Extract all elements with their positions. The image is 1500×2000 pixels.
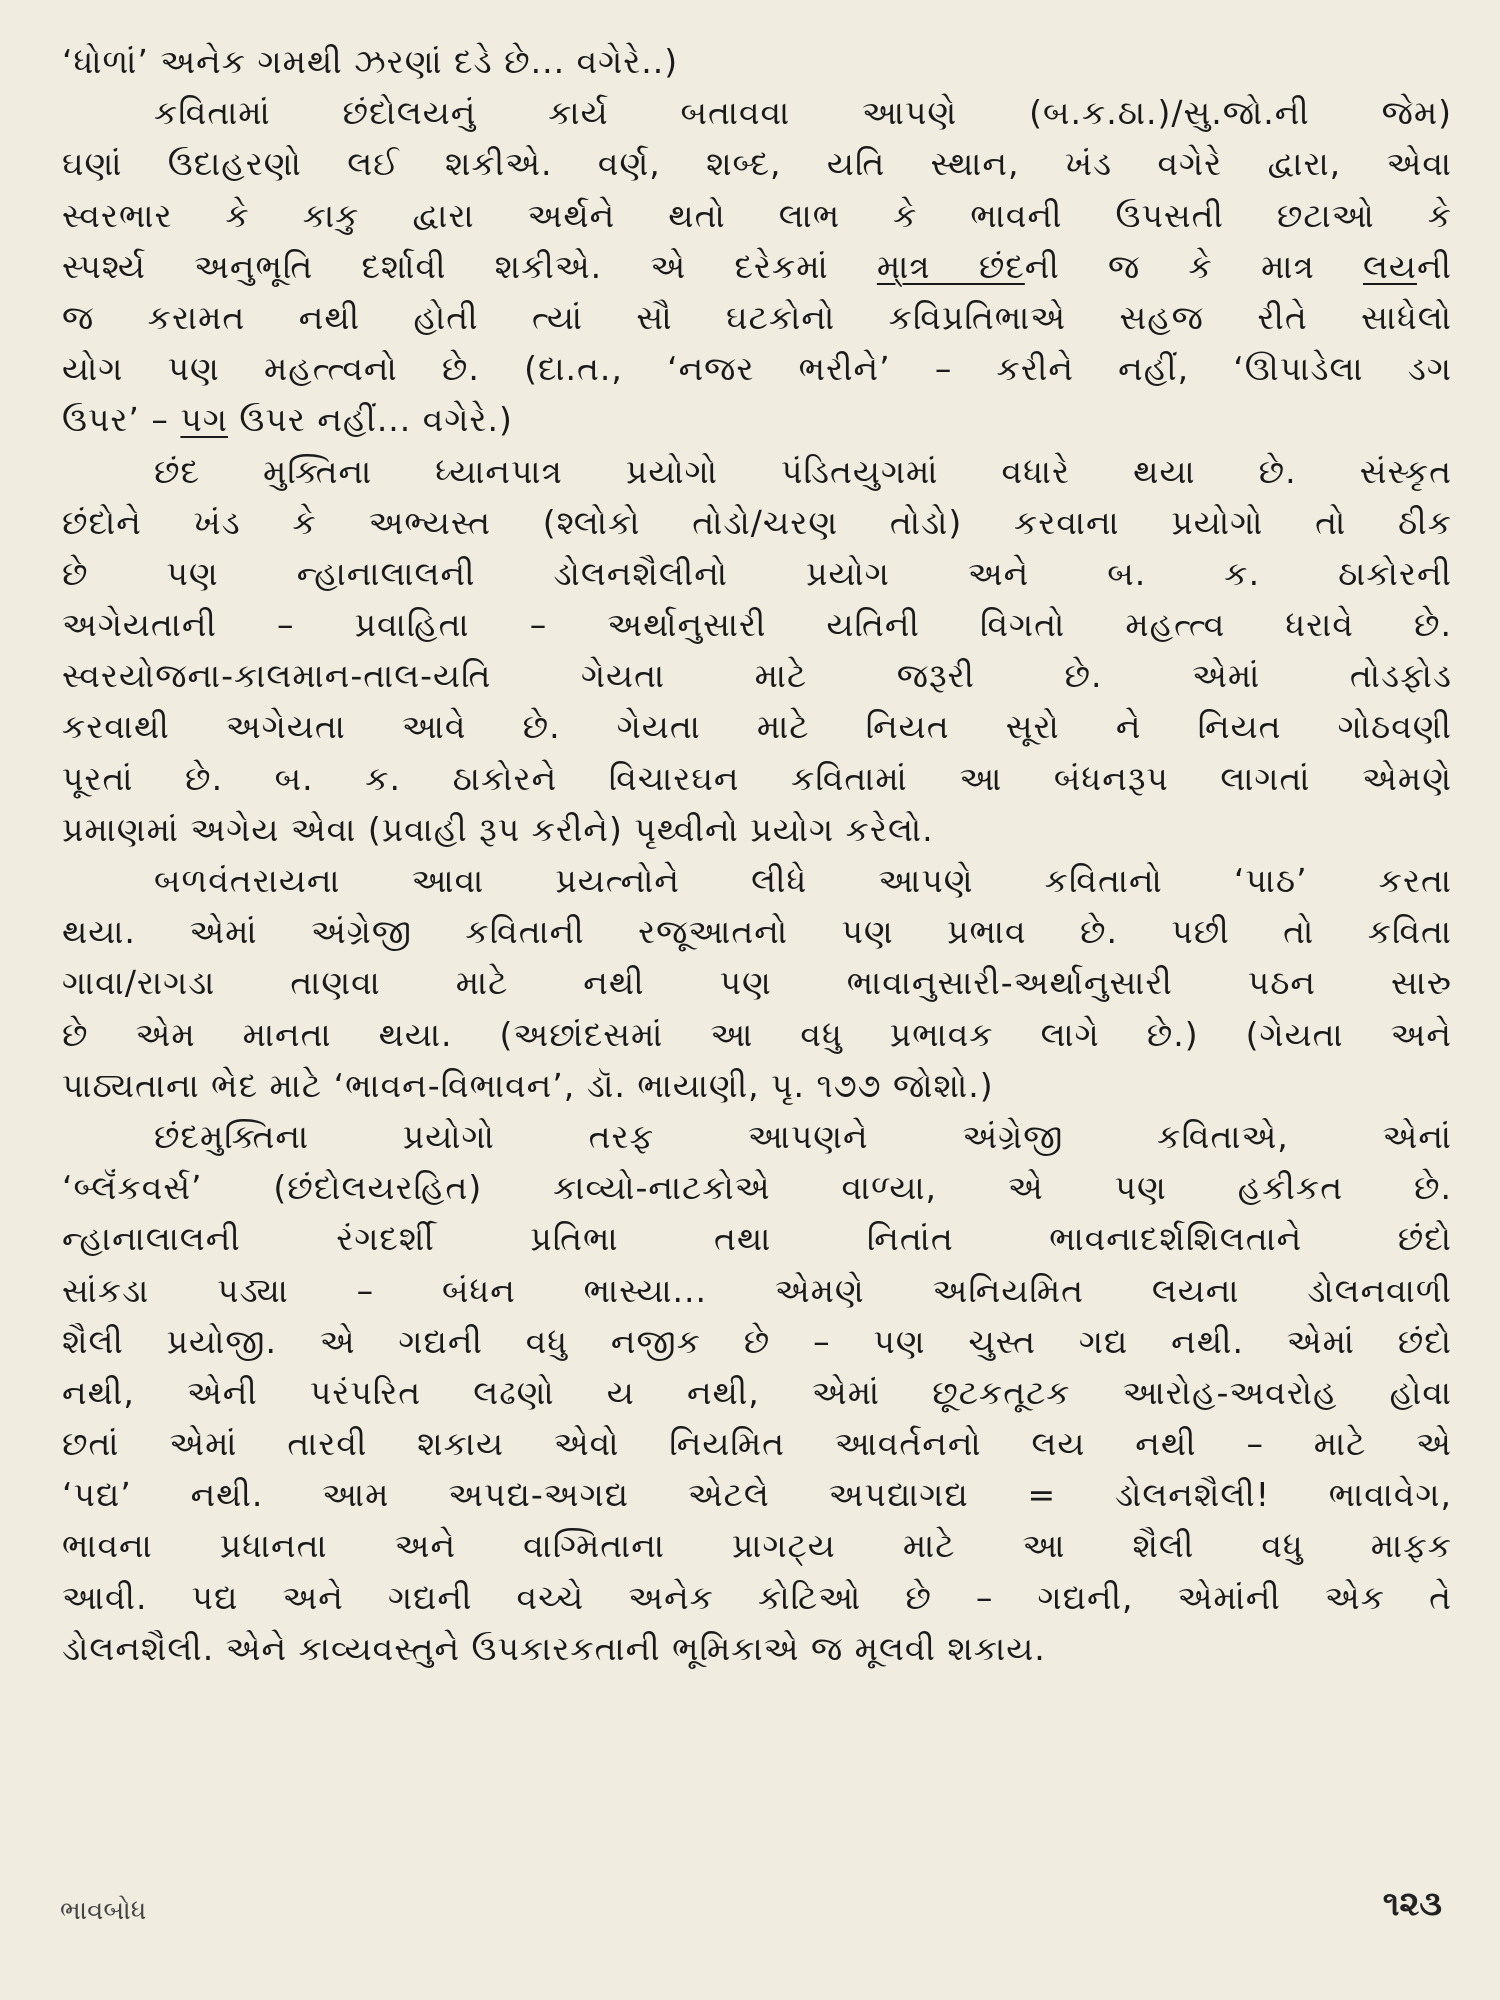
footer-source: ભાવબોધ — [60, 1896, 147, 1926]
text-fragment: ઉપર નહીં... વગેરે.) — [227, 400, 513, 440]
text-line: છે પણ ન્હાનાલાલની ડોલનશૈલીનો પ્રયોગ અને બ. ક. ઠાકોરની — [62, 553, 1452, 593]
text-fragment: ની — [1416, 246, 1452, 286]
text-line: ‘બ્લૅંકવર્સ’ (છંદોલયરહિત) કાવ્યો-નાટકોએ વાળ્યા, એ પણ હકીકત છે. — [62, 1168, 1452, 1208]
page-number: ૧૨૩ — [1382, 1884, 1442, 1924]
text-fragment: સ્પર્શ્ય અનુભૂતિ દર્શાવી શકીએ. એ દરેકમાં — [62, 246, 877, 286]
text-line: છંદ મુક્તિના ધ્યાનપાત્ર પ્રયોગો પંડિતયુગમાં વધારે થયા છે. સંસ્કૃત — [154, 451, 1452, 491]
text-line: નથી, એની પરંપરિત લઢણો ય નથી, એમાં છૂટકતૂટક આરોહ-અવરોહ હોવા — [62, 1372, 1452, 1412]
text-line: કરવાથી અગેયતા આવે છે. ગેયતા માટે નિયત સૂરો ને નિયત ગોઠવણી — [62, 707, 1452, 747]
text-line: સાંકડા પડ્યા – બંધન ભાસ્યા... એમણે અનિયમિત લયના ડોલનવાળી — [62, 1270, 1452, 1310]
text-line: બળવંતરાયના આવા પ્રયત્નોને લીધે આપણે કવિતાનો ‘પાઠ’ કરતા — [154, 861, 1452, 900]
text-line: અગેયતાની – પ્રવાહિતા – અર્થાનુસારી યતિની વિગતો મહત્ત્વ ધરાવે છે. — [62, 605, 1452, 645]
text-line: છંદમુક્તિના પ્રયોગો તરફ આપણને અંગ્રેજી કવિતાએ, એનાં — [154, 1116, 1452, 1156]
text-line: શૈલી પ્રયોજી. એ ગદ્યની વધુ નજીક છે – પણ ચુસ્ત ગદ્ય નથી. એમાં છંદો — [62, 1321, 1452, 1361]
text-line: પાઠ્યતાના ભેદ માટે ‘ભાવન-વિભાવન’, ડૉ. ભાયાણી, પૃ. ૧૭૭ જોશો.) — [62, 1065, 994, 1105]
underlined-phrase: મા્ત્ર છંદ — [876, 246, 1025, 286]
text-line — [62, 394, 1452, 445]
text-line: થયા. એમાં અંગ્રેજી કવિતાની રજૂઆતનો પણ પ્રભાવ છે. પછી તો કવિતા — [62, 912, 1452, 952]
text-line: કવિતામાં છંદોલયનું કાર્ય બતાવવા આપણે (બ.ક.ઠા.)/સુ.જો.ની જેમ) — [154, 93, 1452, 133]
underlined-word: પગ — [180, 400, 228, 440]
text-line: ઘણાં ઉદાહરણો લઈ શકીએ. વર્ણ, શબ્દ, યતિ સ્થાન, ખંડ વગેરે દ્વારા, એવા — [62, 144, 1452, 184]
text-fragment: ની જ કે માત્ર — [1024, 246, 1363, 286]
text-line: છંદોને ખંડ કે અભ્યસ્ત (શ્લોકો તોડો/ચરણ તોડો) કરવાના પ્રયોગો તો ઠીક — [62, 502, 1452, 542]
body-text — [62, 36, 1452, 1674]
text-line — [62, 241, 1452, 292]
text-line: છે એમ માનતા થયા. (અછાંદસમાં આ વધુ પ્રભાવક લાગે છે.) (ગેયતા અને — [62, 1014, 1452, 1054]
text-line: સ્વરયોજના-કાલમાન-તાલ-યતિ ગેયતા માટે જરૂરી છે. એમાં તોડફોડ — [62, 656, 1452, 696]
text-line: પૂરતાં છે. બ. ક. ઠાકોરને વિચારઘન કવિતામાં આ બંધનરૂપ લાગતાં એમણે — [62, 758, 1452, 798]
text-line: ગાવા/રાગડા તાણવા માટે નથી પણ ભાવાનુસારી-અર્થાનુસારી પઠન સારુ — [62, 963, 1452, 1003]
text-line: ન્હાનાલાલની રંગદર્શી પ્રતિભા તથા નિતાંત ભાવનાદર્શશિલતાને છંદો — [62, 1219, 1452, 1259]
text-line: છતાં એમાં તારવી શકાય એવો નિયમિત આવર્તનનો લય નથી – માટે એ — [62, 1424, 1452, 1464]
text-line: યોગ પણ મહત્ત્વનો છે. (દા.ત., ‘નજર ભરીને’ – કરીને નહીં, ‘ઊપાડેલા ડગ — [62, 349, 1452, 389]
text-fragment: ઉપર’ – — [62, 400, 181, 440]
text-line: જ કરામત નથી હોતી ત્યાં સૌ ઘટકોનો કવિપ્રતિભાએ સહજ રીતે સાધેલો — [62, 297, 1452, 337]
text-line: ‘ધોળાં’ અનેક ગમથી ઝરણાં દડે છે... વગેરે..) — [62, 42, 679, 81]
text-line: સ્વરભાર કે કાકુ દ્વારા અર્થને થતો લાભ કે ભાવની ઉપસતી છટાઓ કે — [62, 195, 1452, 235]
text-line: પ્રમાણમાં અગેય એવા (પ્રવાહી રૂપ કરીને) પૃથ્વીનો પ્રયોગ કરેલો. — [62, 809, 934, 849]
text-line: આવી. પદ્ય અને ગદ્યની વચ્ચે અનેક કોટિઓ છે – ગદ્યની, એમાંની એક તે — [62, 1577, 1452, 1617]
text-line: ભાવના પ્રધાનતા અને વાગ્મિતાના પ્રાગટ્ય માટે આ શૈલી વધુ માફક — [62, 1526, 1452, 1566]
text-line: ડોલનશૈલી. એને કાવ્યવસ્તુને ઉપકારકતાની ભૂમિકાએ જ મૂલવી શકાય. — [62, 1628, 1046, 1668]
underlined-word: લય — [1362, 246, 1417, 286]
text-line: ‘પદ્ય’ નથી. આમ અપદ્ય-અગદ્ય એટલે અપદ્યાગદ્ય = ડોલનશૈલી! ભાવાવેગ, — [62, 1475, 1452, 1515]
